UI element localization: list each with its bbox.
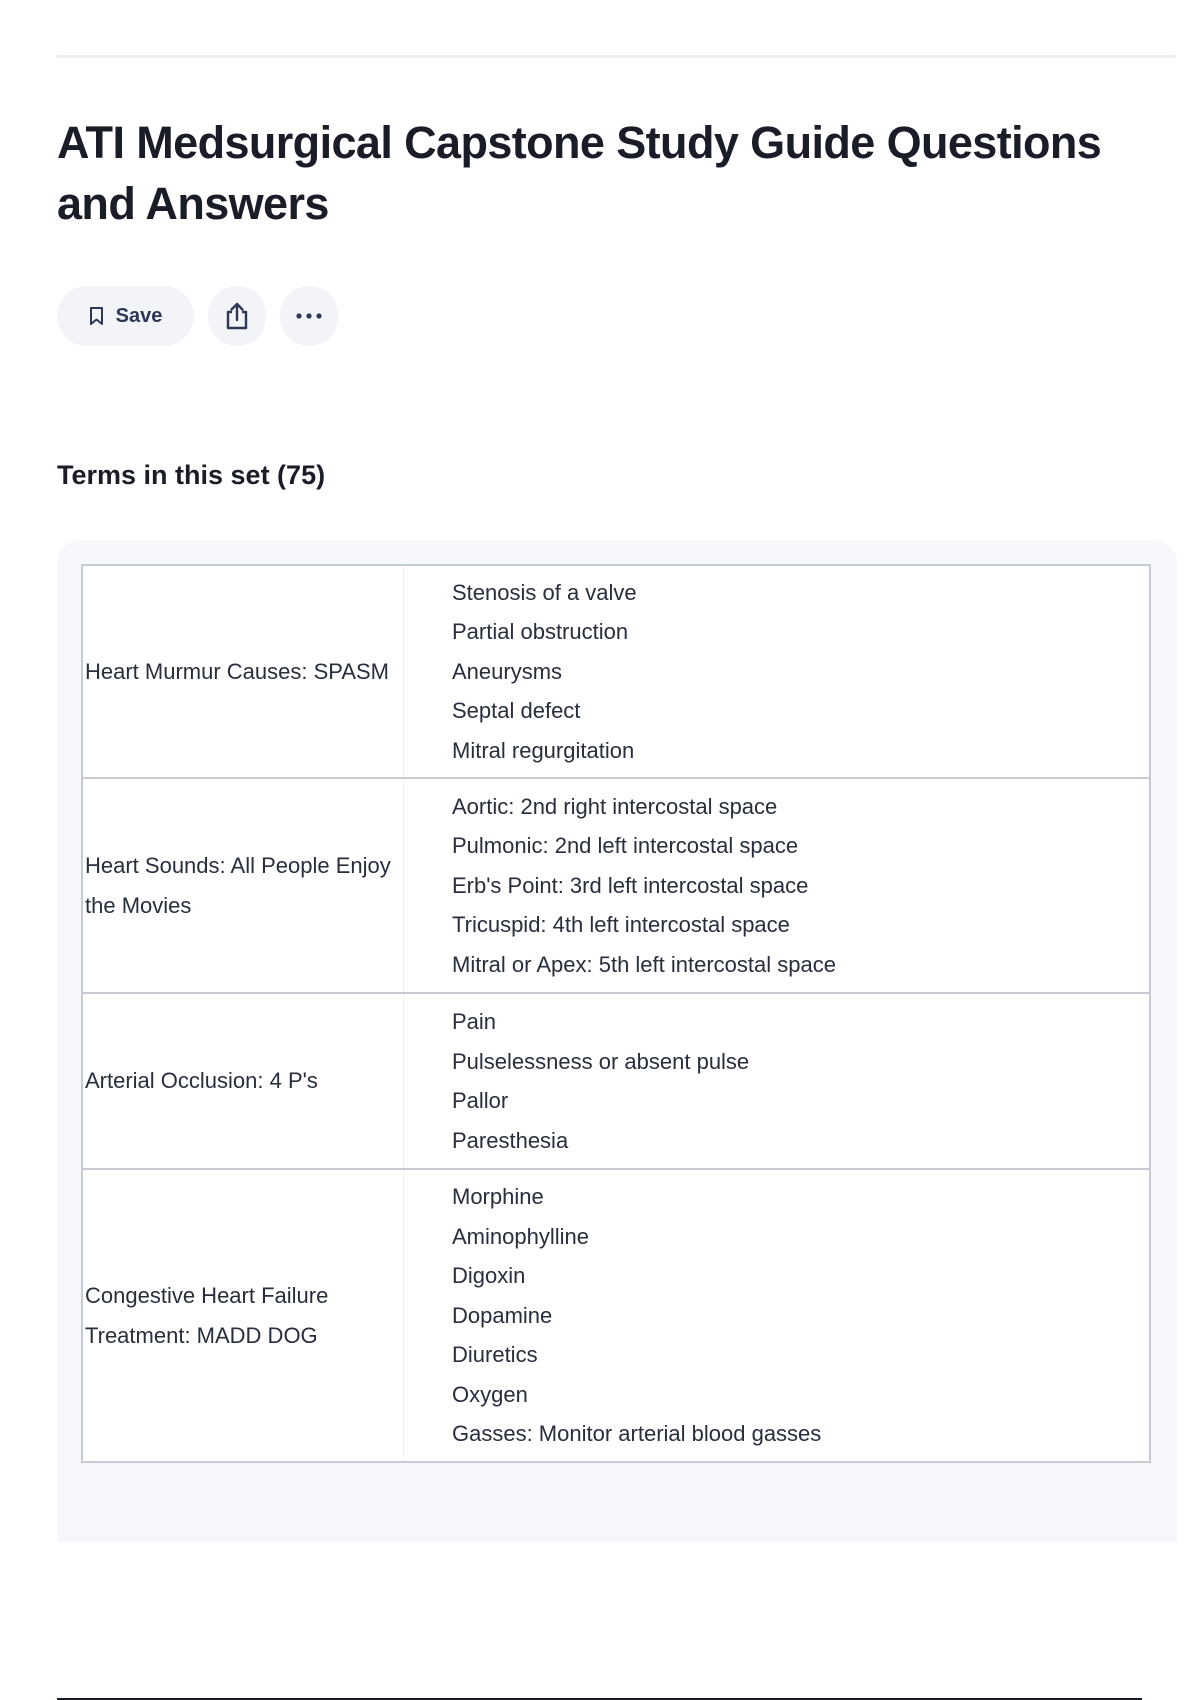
definition-item: Mitral regurgitation (452, 737, 635, 763)
definition-cell (404, 1169, 1151, 1462)
definition-item: Morphine (452, 1184, 544, 1210)
definition-item: Pallor (452, 1088, 509, 1113)
share-button[interactable] (208, 286, 266, 346)
save-label: Save (115, 304, 163, 327)
more-icon (295, 312, 323, 320)
term-text: Congestive Heart Failure Treatment: MADD DOG (82, 1169, 404, 1462)
bookmark-icon (89, 306, 104, 326)
definition-item: Aminophylline (452, 1223, 589, 1249)
terms-panel (57, 540, 1177, 1542)
share-icon (224, 301, 250, 331)
definition-item: Mitral or Apex: 5th left intercostal space (452, 951, 836, 977)
page-title: ATI Medsurgical Capstone Study Guide Questions and Answers (57, 117, 1102, 229)
term-row (82, 993, 1150, 1169)
definition-list (452, 787, 1149, 985)
top-divider (57, 55, 1175, 58)
definition-list (452, 1177, 1149, 1454)
term-text: Heart Sounds: All People Enjoy the Movies (82, 778, 404, 993)
definition-item: Pain (452, 1009, 497, 1034)
definition-item: Aortic: 2nd right intercostal space (452, 793, 778, 819)
definition-item: Stenosis of a valve (452, 579, 637, 605)
definition-item: Dopamine (452, 1302, 553, 1328)
definition-item: Paresthesia (452, 1127, 569, 1153)
save-button[interactable] (57, 286, 194, 346)
term-text: Heart Murmur Causes: SPASM (82, 565, 404, 778)
definition-item: Tricuspid: 4th left intercostal space (452, 912, 790, 938)
definition-item: Pulselessness or absent pulse (452, 1048, 750, 1074)
term-row (82, 565, 1150, 778)
definition-item: Gasses: Monitor arterial blood gasses (452, 1421, 822, 1447)
more-options-button[interactable] (280, 286, 338, 346)
definition-item: Digoxin (452, 1263, 526, 1289)
definition-cell (404, 565, 1151, 778)
definition-item: Septal defect (452, 698, 581, 724)
term-row (82, 778, 1150, 993)
definition-item: Oxygen (452, 1381, 528, 1407)
term-row (82, 1169, 1150, 1462)
terms-table (81, 564, 1151, 1463)
term-text: Arterial Occlusion: 4 P's (82, 993, 404, 1169)
definition-list (452, 1002, 1149, 1160)
action-bar (57, 286, 338, 346)
definition-item: Erb's Point: 3rd left intercostal space (452, 872, 809, 898)
definition-item: Partial obstruction (452, 619, 629, 645)
definition-list (452, 573, 1149, 771)
definition-item: Pulmonic: 2nd left intercostal space (452, 833, 799, 859)
terms-heading: Terms in this set (75) (57, 460, 326, 490)
definition-item: Aneurysms (452, 658, 563, 684)
definition-item: Diuretics (452, 1342, 538, 1368)
definition-cell (404, 778, 1151, 993)
definition-cell (404, 993, 1151, 1169)
